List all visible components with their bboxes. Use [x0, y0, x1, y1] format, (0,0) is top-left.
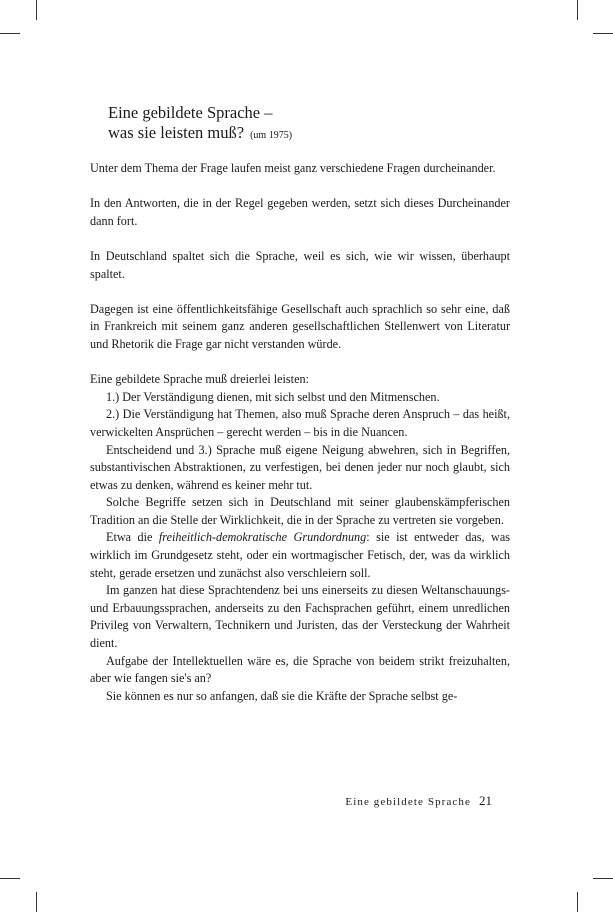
- page-number: 21: [479, 793, 492, 808]
- crop-mark: [36, 892, 37, 912]
- crop-mark: [577, 0, 578, 20]
- paragraph: Im ganzen hat diese Sprachtendenz bei uns einerseits zu diesen Weltanschauungs- und Erbauungssprachen, anderseits zu den Fachsprachen geführt, einem unredlichen Privileg von Verwaltern, Technikern und Juristen, das der Versteckung der Wahrheit dient.: [90, 583, 510, 651]
- etwa-rest: : sie ist entweder das, was wirklich im Grundgesetz steht, oder ein wortmagischer Fetisch, der, was da wirklich steht, gerade ersetzen und zunächst also verschleiern soll.: [90, 530, 510, 580]
- paragraph: 1.) Der Verständigung dienen, mit sich selbst und den Mitmenschen.: [106, 389, 440, 404]
- paragraph: In den Antworten, die in der Regel gegeben werden, setzt sich dieses Durcheinander dann fort.: [90, 196, 510, 228]
- paragraph: Solche Begriffe setzen sich in Deutschland mit seiner glaubenskämpferischen Tradition an die Stelle der Wirklichkeit, die in der Sprache zu vertreten sie vorgeben.: [90, 495, 510, 527]
- emphasized-term: freiheitlich-demokratische Grundordnung: [158, 530, 367, 545]
- running-head: Eine gebildete Sprache: [345, 796, 471, 808]
- chapter-title: [108, 103, 292, 146]
- paragraph: Eine gebildete Sprache muß dreierlei leisten:: [90, 372, 309, 387]
- title-line-2: was sie leisten muß?: [108, 123, 245, 142]
- paragraph: 2.) Die Verständigung hat Themen, also muß Sprache deren Anspruch – das heißt, verwickelten Ansprüchen – gerecht werden – bis in die Nuancen.: [90, 407, 510, 439]
- crop-mark: [0, 33, 20, 34]
- title-line-1: Eine gebildete Sprache –: [108, 103, 273, 122]
- crop-mark: [593, 878, 613, 879]
- paragraph: [90, 529, 510, 582]
- paragraph: Aufgabe der Intellektuellen wäre es, die Sprache von beidem strikt freizuhalten, aber wie fangen sie's an?: [90, 653, 510, 686]
- crop-mark: [36, 0, 37, 20]
- paragraph: Unter dem Thema der Frage laufen meist ganz verschiedene Fragen durcheinander.: [90, 161, 496, 175]
- crop-mark: [0, 878, 20, 879]
- paragraph: In Deutschland spaltet sich die Sprache, weil es sich, wie wir wissen, überhaupt spaltet.: [90, 248, 510, 281]
- crop-mark: [577, 892, 578, 912]
- paragraph: Sie können es nur so anfangen, daß sie die Kräfte der Sprache selbst ge-: [106, 688, 458, 703]
- title-date: (um 1975): [250, 130, 293, 141]
- etwa-prefix: Etwa die: [106, 530, 159, 545]
- paragraph: Entscheidend und 3.) Sprache muß eigene Neigung abwehren, sich in Begriffen, substantivischen Abstraktionen, zu verfestigen, bei denen jeder nur noch glaubt, sich etwas zu denken, während es keiner mehr tut.: [90, 442, 510, 492]
- crop-mark: [593, 33, 613, 34]
- paragraph: Dagegen ist eine öffentlichkeitsfähige Gesellschaft auch sprachlich so sehr eine, daß in Frankreich mit seinem ganz anderen gesellschaftlichen Stellenwert von Literatur und Rhetorik die Frage gar nicht verstanden würde.: [90, 301, 510, 351]
- body-text: [90, 160, 510, 705]
- page-footer: [345, 793, 492, 809]
